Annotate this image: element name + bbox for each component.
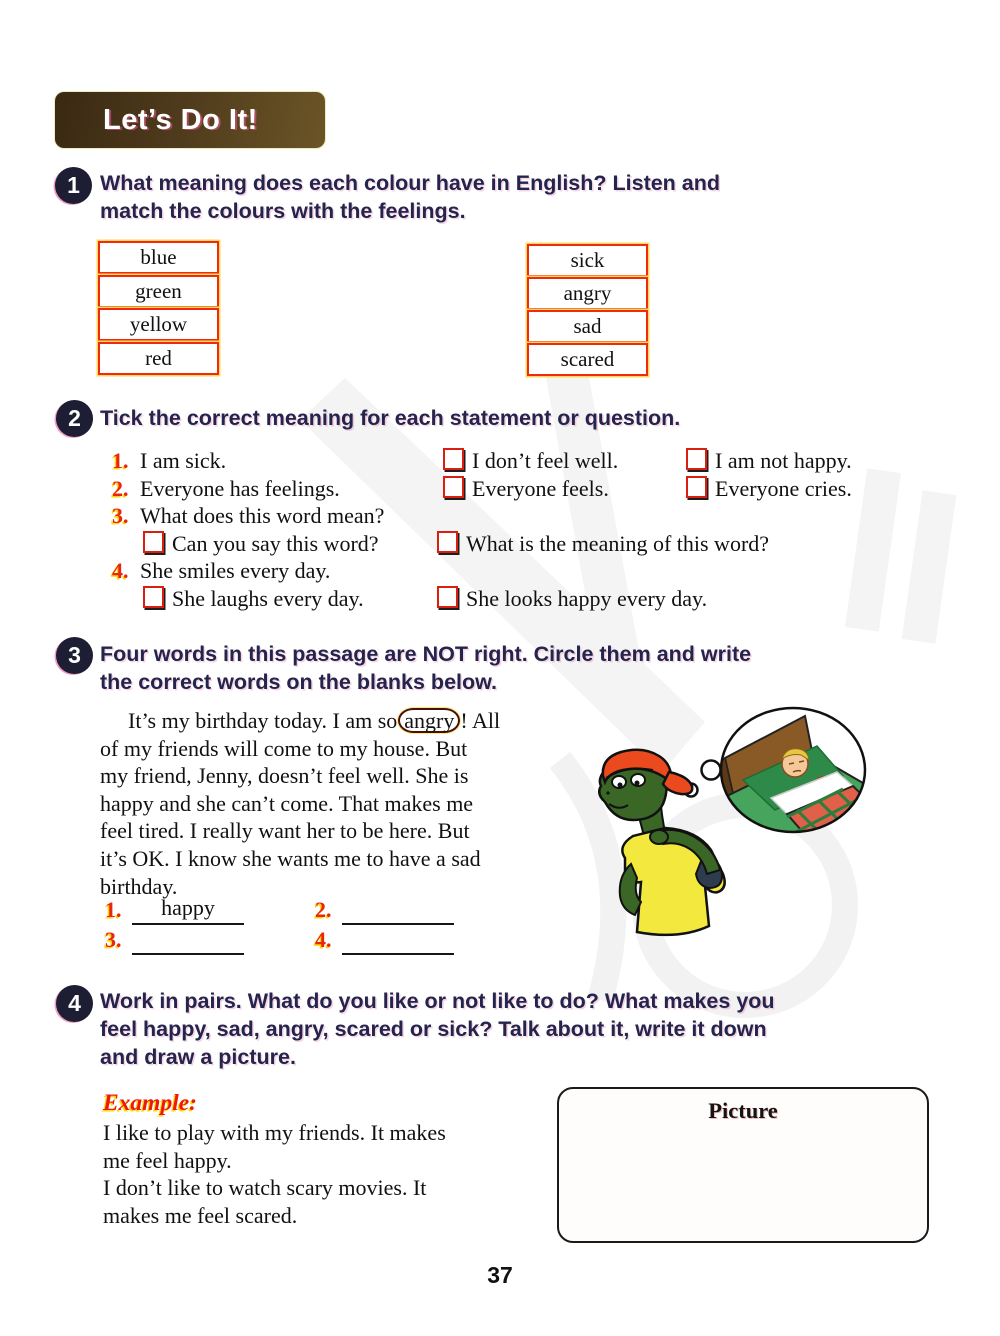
exercise-2-number: 2 (68, 405, 81, 431)
exercise-3-number: 3 (68, 642, 81, 668)
blank-1-answer: happy (161, 895, 215, 920)
ex2-item-1-number: 1. (112, 448, 129, 473)
feeling-box-angry[interactable]: angry (527, 277, 648, 310)
page-number: 37 (487, 1262, 513, 1288)
ex2-row-3 (0, 503, 1000, 531)
ex2-item-4-statement: She smiles every day. (140, 558, 331, 583)
ex2-item-1-option-1: I don’t feel well. (443, 448, 618, 474)
colour-box-blue[interactable]: blue (98, 241, 219, 274)
checkbox[interactable] (686, 448, 707, 470)
feeling-box-scared[interactable]: scared (527, 343, 648, 376)
blank-4-number: 4. (315, 927, 332, 952)
exercise-1-heading-line1: What meaning does each colour have in English? Listen and (100, 171, 721, 195)
ex3-blank-row-1 (0, 897, 1000, 927)
ex2-row-1 (0, 448, 1000, 476)
checkbox[interactable] (143, 586, 164, 608)
passage-line-6: it’s OK. I know she wants me to have a sad (100, 845, 481, 871)
ex2-row-3-options (0, 531, 1000, 559)
blank-1-line[interactable] (132, 897, 244, 925)
feeling-box-sick[interactable]: sick (527, 244, 648, 277)
banner-title: Let’s Do It! (103, 104, 258, 136)
picture-box-label: Picture (708, 1098, 778, 1123)
exercise-3-heading: Four words in this passage are NOT right. Circle them and write the correct words on the blanks below. (100, 642, 752, 694)
exercise-1-badge (55, 167, 92, 204)
feeling-box-sad[interactable]: sad (527, 310, 648, 343)
ex2-item-3-statement: What does this word mean? (140, 503, 385, 528)
ex2-item-2-option-2: Everyone cries. (686, 476, 852, 502)
checkbox[interactable] (437, 531, 458, 553)
picture-box[interactable] (557, 1087, 929, 1243)
colour-box-yellow[interactable]: yellow (98, 308, 219, 341)
ex3-passage (100, 707, 570, 900)
passage-line-1: It’s my birthday today. I am so angry ! All (128, 708, 501, 733)
sick-friend-in-bed-scene (715, 704, 877, 850)
ex2-row-4 (0, 558, 1000, 586)
blank-3-number: 3. (105, 927, 122, 952)
ex2-row-2 (0, 476, 1000, 504)
ex2-item-3-number: 3. (112, 503, 129, 528)
exercise-4-badge (56, 985, 93, 1022)
ex2-item-3-option-1: Can you say this word? (143, 531, 379, 557)
ex2-row-4-options (0, 586, 1000, 614)
exercise-1-heading-line2: match the colours with the feelings. (100, 199, 466, 223)
ex3-blank-row-2 (0, 927, 1000, 957)
blank-1-number: 1. (105, 897, 122, 922)
example-text: I like to play with my friends. It makes me feel happy. I don’t like to watch scary movies. It makes me feel scared. (103, 1120, 446, 1228)
colour-box-red[interactable]: red (98, 342, 219, 375)
lets-do-it-banner (55, 92, 325, 148)
example-label: Example: (103, 1090, 197, 1116)
checkbox[interactable] (143, 531, 164, 553)
passage-line-7: birthday. (100, 873, 178, 899)
exercise-2-badge (56, 400, 93, 437)
exercise-4-heading: Work in pairs. What do you like or not like to do? What makes you feel happy, sad, angry, scared or sick? Talk about it, write it down and draw a picture. (100, 989, 775, 1069)
exercise-4-number: 4 (68, 990, 81, 1016)
passage-line-5: feel tired. I really want her to be here. But (100, 818, 470, 844)
ex2-item-1-statement: I am sick. (140, 448, 227, 473)
exercise-1-number: 1 (67, 172, 80, 198)
checkbox[interactable] (437, 586, 458, 608)
ex2-item-2-number: 2. (112, 476, 129, 501)
thought-bubble-dot-large (702, 761, 721, 780)
exercise-3-badge (56, 637, 93, 674)
ex2-item-2-option-1: Everyone feels. (443, 476, 609, 502)
blank-4-line[interactable] (342, 927, 454, 955)
ex2-item-2-statement: Everyone has feelings. (140, 476, 340, 501)
ex2-item-3-option-2: What is the meaning of this word? (437, 531, 769, 557)
blank-2-line[interactable] (342, 897, 454, 925)
ex2-item-1-option-2: I am not happy. (686, 448, 852, 474)
checkbox[interactable] (686, 476, 707, 498)
blank-3-line[interactable] (132, 927, 244, 955)
passage-line-4: happy and she can’t come. That makes me (100, 790, 474, 816)
ex2-item-4-option-2: She looks happy every day. (437, 586, 707, 612)
exercise-2-heading: Tick the correct meaning for each statement or question. (100, 406, 681, 430)
exercise-1-heading (100, 169, 720, 225)
checkbox[interactable] (443, 476, 464, 498)
ex2-item-4-option-1: She laughs every day. (143, 586, 364, 612)
circled-word-angry: angry (398, 708, 460, 733)
passage-line-2: of my friends will come to my house. But (100, 735, 468, 761)
ex2-item-4-number: 4. (112, 558, 129, 583)
blank-2-number: 2. (315, 897, 332, 922)
passage-line-3: my friend, Jenny, doesn’t feel well. She is (100, 763, 469, 789)
checkbox[interactable] (443, 448, 464, 470)
colour-box-green[interactable]: green (98, 275, 219, 308)
